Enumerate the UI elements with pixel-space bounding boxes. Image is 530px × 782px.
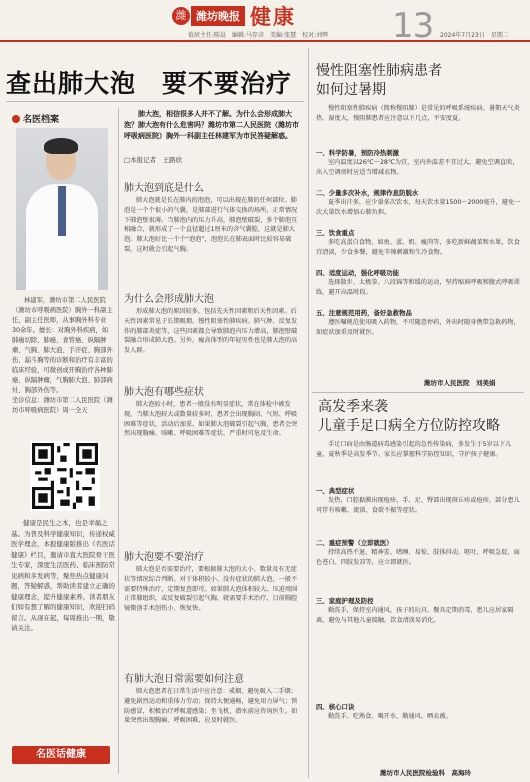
copd-article-title [316,62,442,100]
headline-rule [6,101,304,102]
copd-subheading: 五、注意规范用药，备好急救物品 [316,309,412,317]
bullet-icon [12,115,20,123]
hfmd-subheading: 四、核心口诀 [316,703,355,711]
copd-title-text: 慢性阻塞性肺病患者 如何过暑期 [316,63,442,98]
column-banner: 名医话健康 [12,746,110,764]
byline: □本报记者 王路欣 [124,156,183,164]
qr-code[interactable] [30,441,100,511]
copd-subheading: 四、适度运动，强化呼吸功能 [316,269,400,277]
qr-note: 健康是民生之本，也是幸福之基。为普及科学健康知识，传递权威医学理念，本报健康版推出《名医话健康》栏目，邀请市直大医院骨干医生专家，深度生活医药、临床预防常见病和多发病等，聚焦热点健康问题，答疑解惑，帮助读者建立正确的健康理念，提升健康素养。读者朋友们如有想了解的健康知识，欢迎扫码留言。从现在起，每周推出一期，敬请关注。 [11,519,115,632]
clinic-time: 坐诊信息：潍坊市第二人民医院（潍坊市呼吸病医院）周一全天 [12,397,113,414]
copd-subheading: 三、饮食重点 [316,229,355,237]
hfmd-subheading: 二、重症预警（立即就医） [316,539,393,547]
hfmd-intro: 手足口病是由肠道病毒感染引起的急性传染病，多发生于5岁以下儿童，夏秋季是高发季节。家长应掌握科学防控知识，守护孩子健康。 [316,441,512,458]
column-divider [308,48,309,778]
section-heading: 为什么会形成肺大泡 [124,294,214,305]
copd-intro: 慢性阻塞性肺疾病（简称慢阻肺）是常见的呼吸系统疾病。暑期天气炎热、湿度大，慢阻肺患者应注意以下几点，平安度夏。 [316,105,520,122]
section-body: 肺大泡是否需要治疗，要根据肺大泡的大小、数量及有无症状等情况综合判断。对于体积较小、没有症状的肺大泡，一般不需要特殊治疗，定期复查即可。如果肺大泡体积较大、压迫周围正常肺组织，或反复破裂引起气胸，就需要手术治疗，目前胸腔镜微创手术创伤小、恢复快。 [124,566,298,613]
main-headline: 查出肺大泡 要不要治疗 [6,69,293,98]
page-number: 13 [392,6,434,46]
doctor-portrait [16,128,108,290]
staff-line: 值班主任:陈晨 编辑:马存彦 美编:张慧 校对:刘辉 [188,32,329,39]
section-heading: 肺大泡有哪些症状 [124,387,204,398]
section-heading: 肺大泡到底是什么 [124,183,204,194]
section-body: 形成肺大泡的原因较多，包括先天性因素和后天性因素。后天性因素常见于长期吸烟、慢性阻塞性肺疾病、肺气肿、反复发作的肺部炎症等，这些因素都会导致肺泡内压力增高，肺泡壁破裂融合形成肺大泡。另外，瘦高体型的年轻男性也是肺大泡的高发人群。 [124,308,298,355]
copd-body: 室内温度以26℃～28℃为宜，室内外温差不宜过大，避免空调直吹，出入空调房时应适当增减衣物。 [316,159,519,176]
expert-tag-label: 名医档案 [23,115,60,125]
column-divider [118,108,119,774]
bio-text: 林建军，潍坊市第二人民医院（潍坊市呼吸病医院）胸外一科副主任，副主任医师，从事胸外科专业30余年。擅长：对胸外科疾病，如肺癌切除、肺癌、食管癌、纵隔肿瘤、气胸、肺大泡、手汗症、胸部外伤、漏斗胸等的诊断和治疗有丰富的临床经验，可微创或开胸治疗各种肺癌、纵隔肿瘤，气胸肺大泡、肺部病灶、胸部外伤等。 [12,297,113,394]
hfmd-body: 勤洗手、吃熟食、喝开水、勤通风、晒衣被。 [328,713,452,720]
copd-body: 夏季出汗多，应少量多次饮水，每天饮水量1500～2000毫升，避免一次大量饮水增加心肺负担。 [316,199,521,216]
expert-tag [12,112,59,125]
section-body: 肺大泡较小时，患者一般没有明显症状，常在体检中被发现。当肺大泡较大或数量较多时，患者会出现胸闷、气短、呼吸困难等症状，活动后加重。如果肺大泡破裂引起气胸，患者会突然出现胸痛、咳嗽、呼吸困难等症状，严重时可危及生命。 [124,401,298,438]
section-body: 肺大泡患者在日常生活中应注意：戒烟，避免吸入二手烟；避免剧烈运动和重体力劳动；保持大便通畅，避免用力屏气；预防感冒，积极治疗呼吸道感染；坐飞机、潜水前应咨询医生。如果突然出现胸痛、呼吸困难，应及时就医。 [124,688,298,725]
qr-code-icon [32,443,98,509]
issue-date: 2024年7月23日 星期二 [440,32,509,39]
hfmd-body: 发热，口腔黏膜出现疱疹，手、足、臀部出现斑丘疹或疱疹，部分患儿可伴有咳嗽、流涕、食欲不振等症状。 [316,497,520,514]
hfmd-subheading: 三、家庭护理及防控 [316,597,374,605]
copd-subheading: 二、少量多次补水，规律作息防脱水 [316,189,419,197]
article-lead: 肺大泡，相信很多人并不了解。为什么会形成肺大泡？肺大泡有什么危害吗？潍坊市第二人民医院（潍坊市呼吸病医院）胸外一科副主任林建军为市民答疑解惑。 [124,110,299,140]
section-title: 健康 [250,4,296,29]
section-heading: 肺大泡要不要治疗 [124,552,204,563]
hfmd-article-title [318,398,500,436]
copd-body: 遵医嘱规范使用吸入药物，不可随意停药，外出时随身携带急救药物，如症状加重及时就医。 [316,319,520,336]
paper-name: 潍坊晚报 [191,6,245,26]
newspaper-logo [172,5,296,27]
logo-mark-icon: 潍 [172,7,190,25]
copd-body: 选择散步、太极拳、八段锦等和缓的运动，坚持缩唇呼吸和腹式呼吸训练，避开高温时段。 [316,279,520,296]
hfmd-title-text: 高发季来袭 儿童手足口病全方位防控攻略 [318,399,500,434]
copd-body: 多吃高蛋白食物，如鱼、蛋、奶、瘦肉等，多吃新鲜蔬菜和水果，饮食宜清淡，少食多餐，避免辛辣刺激和生冷食物。 [316,239,520,256]
copd-subheading: 一、科学防暑，预防冷热刺激 [316,149,400,157]
article-separator [312,392,524,393]
hfmd-body: 持续高热不退、精神差、嗜睡、易惊、肢体抖动、呕吐、呼吸急促、面色苍白、四肢发凉等，应立即就医。 [316,549,520,566]
section-heading: 有肺大泡日常需要如何注意 [124,674,244,685]
hfmd-body: 勤洗手，保持室内通风，孩子的玩具、餐具定期消毒，患儿应居家隔离，避免与其他儿童接触，饮食清淡易消化。 [316,607,514,624]
page-header [0,0,530,46]
doctor-bio [12,296,114,416]
hfmd-subheading: 一、典型症状 [316,487,355,495]
copd-signature: 潍坊市人民医院 刘美娟 [424,379,496,387]
hfmd-signature: 潍坊市人民医院检验科 高海玲 [380,769,471,777]
section-body: 肺大泡就是长在肺内的泡泡，可以出现在肺的任何部位。肺泡是一个个很小的气囊，是肺部进行气体交换的场所，正常情况下肺泡壁很薄。当肺泡内的压力升高，肺泡壁破裂，多个肺泡互相融合，就形成了一个直径超过1厘米的含气囊腔，这就是肺大泡。肺大泡好比一个个“泡泡”，泡泡长在肺表面时比较容易破裂，这时就会引起气胸。 [124,197,298,253]
